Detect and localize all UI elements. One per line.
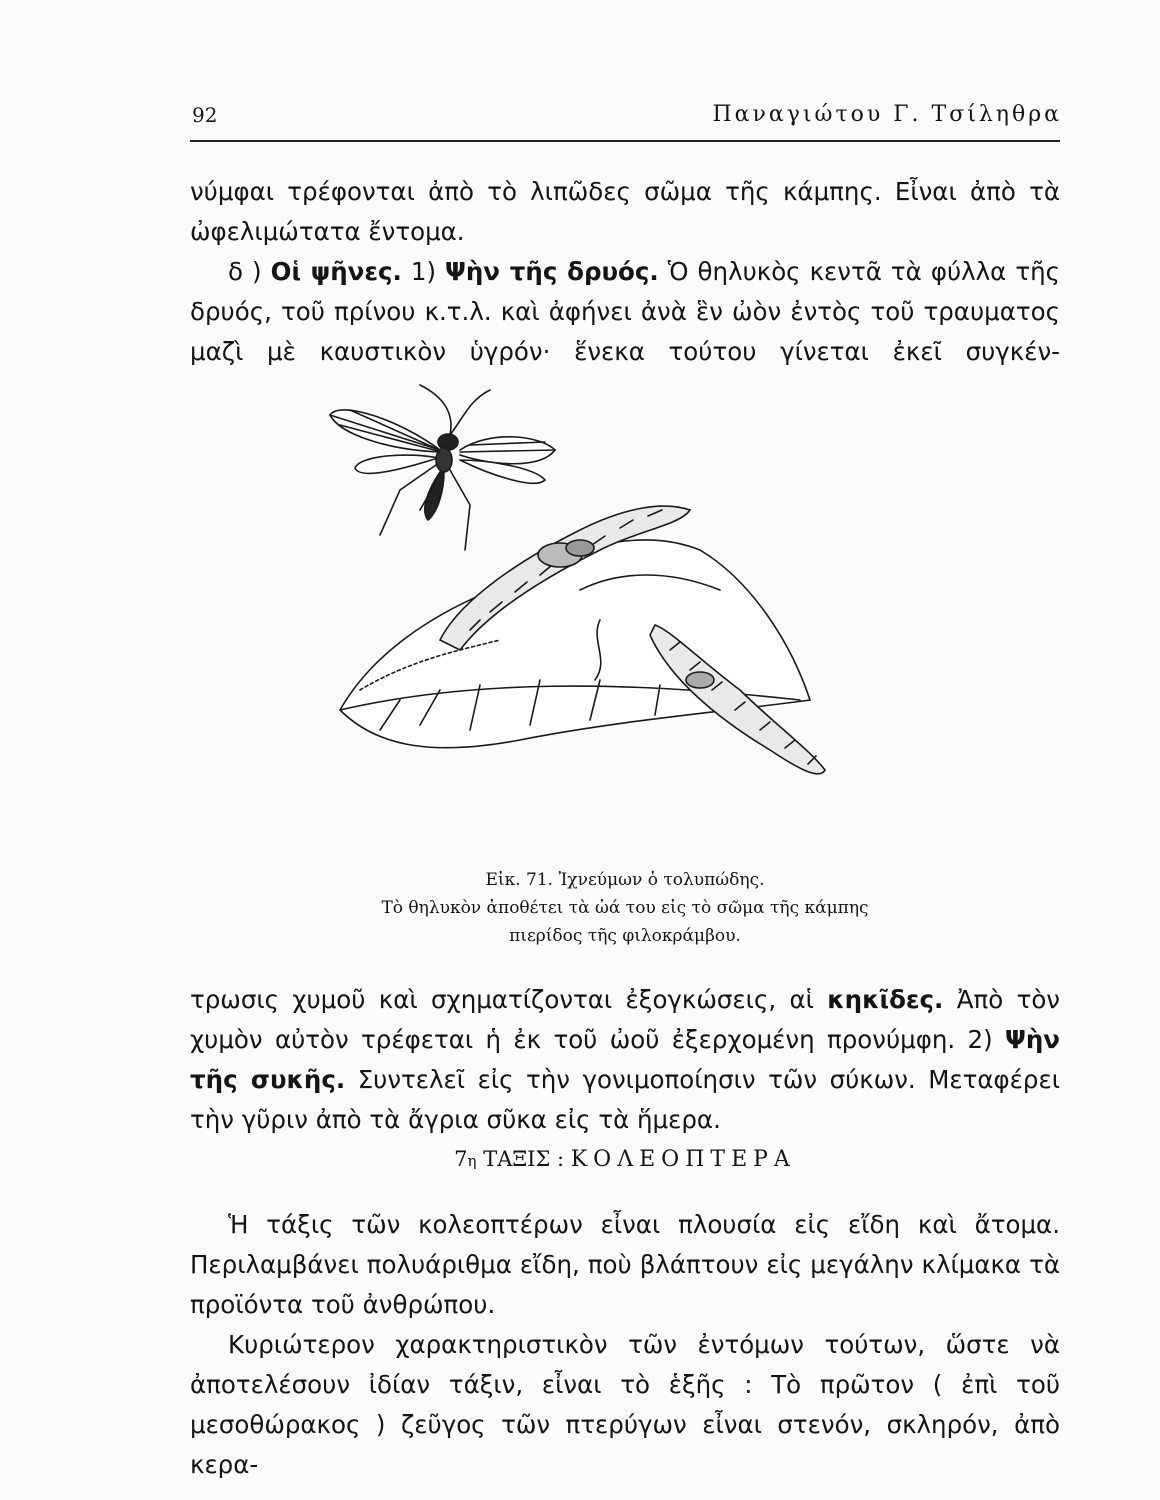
text-block-top: [190, 172, 1060, 372]
text-block-bottom: [190, 1205, 1060, 1485]
paragraph-beetles-features: Κυριώτερον χαρακτηριστικὸν τῶν ἐντόμων τούτων, ὥστε νὰ ἀποτελέσουν ἰδίαν τάξιν, εἶναι τὸ ἑξῆς : Τὸ πρῶτον ( ἐπὶ τοῦ μεσοθώρακος ) ζεῦγος τῶν πτερύγων εἶναι στενόν, σκληρόν, ἀπὸ κερα-: [190, 1330, 1060, 1479]
caption-line-1: Εἰκ. 71. Ἰχνεύμων ὁ τολυπώδης.: [485, 870, 765, 890]
paragraph-wasps: [190, 252, 1060, 372]
item-number: 1): [401, 257, 446, 286]
paragraph-text: Ἀπὸ τὸν χυμὸν αὐτὸν τρέφεται ἡ ἐκ τοῦ ὠοῦ ἐξερχομένη προνύμφη. 2): [190, 985, 1060, 1054]
figure-caption: [190, 866, 1060, 950]
section-heading: Οἱ ψῆνες.: [270, 257, 402, 286]
order-number-suffix: η: [467, 1152, 477, 1170]
term-kikides: κηκῖδες.: [827, 985, 944, 1014]
page-number: 92: [192, 103, 218, 127]
paragraph-beetles-intro: Ἡ τάξις τῶν κολεοπτέρων εἶναι πλουσία εἰς εἴδη καὶ ἄτομα. Περιλαμβάνει πολυάριθμα εἴδη, ποὺ βλάπτουν εἰς μεγάλην κλίμακα τὰ προϊόντα τοῦ ἀνθρώπου.: [190, 1210, 1060, 1319]
caption-line-2: Τὸ θηλυκὸν ἀποθέτει τὰ ὠά του εἰς τὸ σῶμα τῆς κάμπης: [381, 898, 869, 918]
order-number: 7: [454, 1147, 468, 1171]
paragraph-text: Ὁ θηλυκὸς κεντᾶ τὰ φύλλα τῆς δρυός, τοῦ πρίνου κ.τ.λ. καὶ ἀφήνει ἀνὰ ἓν ὠὸν ἐντὸς τοῦ τραυματος μαζὶ μὲ καυστικὸν ὑγρόν· ἕνεκα τούτου γίνεται ἐκεῖ συγκέν-: [190, 257, 1061, 366]
paragraph-galls: [190, 980, 1060, 1140]
header-rule: [190, 140, 1060, 142]
order-heading: [190, 1147, 1060, 1172]
paragraph-text: τρωσις χυμοῦ καὶ σχηματίζονται ἐξογκώσεις, αἱ: [190, 985, 828, 1014]
caption-line-3: πιερίδος τῆς φιλοκράμβου.: [509, 926, 741, 946]
paragraph-text: Συντελεῖ εἰς τὴν γονιμοποίησιν τῶν σύκων. Μεταφέρει τὴν γῦριν ἀπὸ τὰ ἄγρια σῦκα εἰς τὰ ἥμερα.: [190, 1065, 1061, 1134]
subsection-heading: Ψὴν τῆς δρυός.: [445, 257, 659, 286]
figure-illustration: [320, 380, 880, 820]
wasp-drawing: [330, 385, 555, 550]
section-marker: δ ): [228, 257, 271, 286]
paragraph-continuation: νύμφαι τρέφονται ἀπὸ τὸ λιπῶδες σῶμα τῆς κάμπης. Εἶναι ἀπὸ τὰ ὠφελιμώτατα ἔντομα.: [190, 177, 1060, 246]
text-block-middle: [190, 980, 1060, 1140]
order-name: ΚΟΛΕΟΠΤΕΡΑ: [570, 1147, 796, 1172]
order-label: ΤΑΞΙΣ :: [476, 1147, 571, 1171]
subsection-heading: Ψὴν τῆς συκῆς.: [190, 1025, 1060, 1094]
running-title: Παναγιώτου Γ. Τσίληθρα: [712, 102, 1062, 127]
